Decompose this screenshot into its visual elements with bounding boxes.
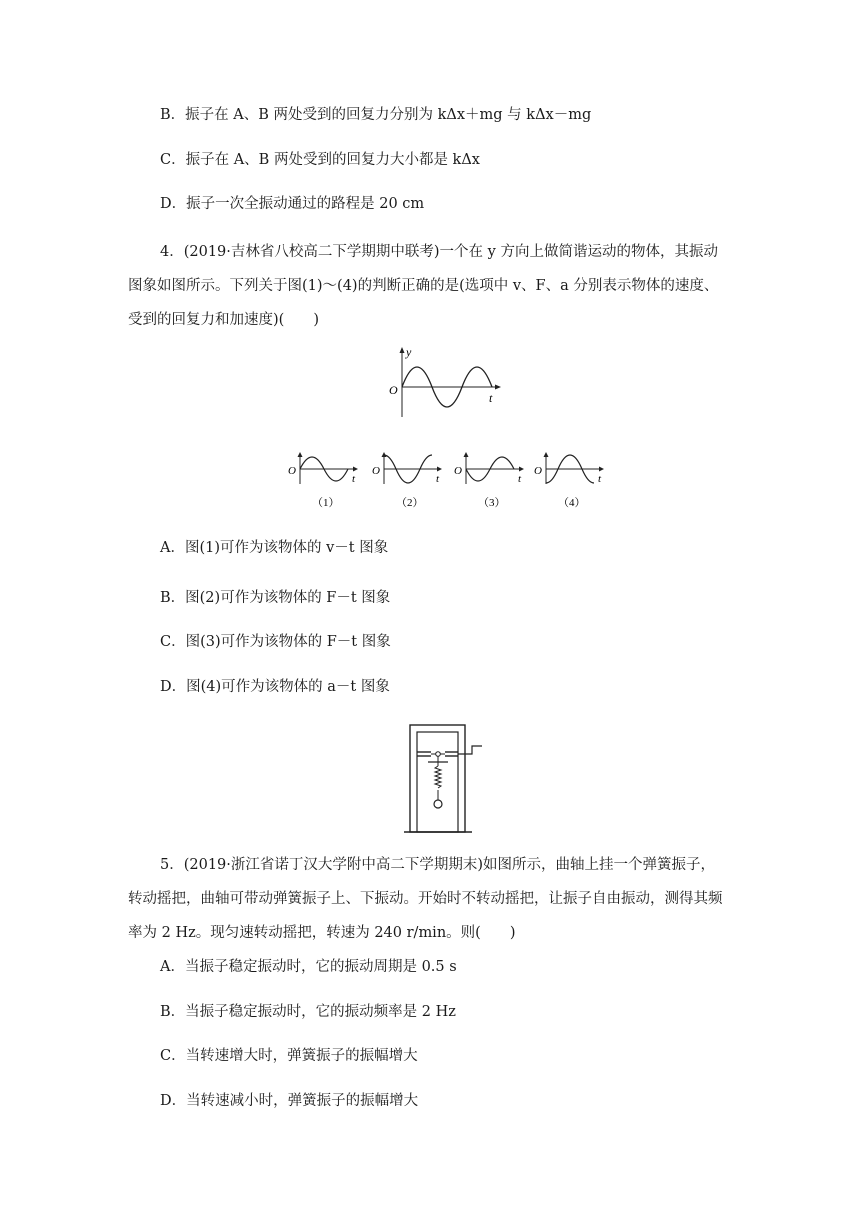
y-label: y [406,345,412,359]
y-axis-arrow [400,347,405,353]
t-label: t [489,391,493,405]
q4-sub-graph-2 [370,450,450,515]
crank-handle [458,746,482,754]
caption-2: （2） [396,497,424,509]
q4-option-d: D．图(4)可作为该物体的 a－t 图象 [160,679,390,695]
q5-option-c: C．当转速增大时，弹簧振子的振幅增大 [160,1048,418,1064]
q4-sub-graph-3 [452,450,532,515]
t-axis-arrow [495,385,501,390]
spring [435,766,441,788]
q4-main-graph [385,345,510,420]
svg-text:t: t [518,473,522,485]
svg-text:t: t [598,473,602,485]
svg-text:O: O [372,465,380,477]
outer-frame [410,725,465,832]
caption-4: （4） [558,497,586,509]
origin-label: O [389,383,398,397]
caption-3: （3） [478,497,506,509]
q4-option-a: A．图(1)可作为该物体的 v－t 图象 [160,540,389,556]
svg-text:O: O [454,465,462,477]
inner-frame [417,732,458,832]
q3-option-c: C．振子在 A、B 两处受到的回复力大小都是 kΔx [160,152,480,168]
q4-stem: 4．(2019·吉林省八校高二下学期期中联考)一个在 y 方向上做简谐运动的物体，其振动图象如图所示。下列关于图(1)～(4)的判断正确的是(选项中 v、F、a 分别表示物体的速度、受到的回复力和加速度)( ) [128,244,719,328]
q3-option-b: B．振子在 A、B 两处受到的回复力分别为 kΔx＋mg 与 kΔx－mg [160,107,592,123]
q5-stem: 5．(2019·浙江省诺丁汉大学附中高二下学期期末)如图所示，曲轴上挂一个弹簧振子，转动摇把，曲轴可带动弹簧振子上、下振动。开始时不转动摇把，让振子自由振动，测得其频率为 2 Hz。现匀速转动摇把，转速为 240 r/min。则( ) [128,857,723,941]
q4-option-c: C．图(3)可作为该物体的 F－t 图象 [160,634,391,650]
svg-text:O: O [534,465,542,477]
q3-option-d: D．振子一次全振动通过的路程是 20 cm [160,196,425,212]
crank-pin [436,752,441,757]
oscillator-mass [434,800,442,808]
q4-option-b: B．图(2)可作为该物体的 F－t 图象 [160,590,391,606]
svg-text:O: O [288,465,296,477]
q5-option-d: D．当转速减小时，弹簧振子的振幅增大 [160,1093,419,1109]
q5-option-b: B．当振子稳定振动时，它的振动频率是 2 Hz [160,1004,456,1020]
q4-sub-graph-1 [286,450,366,515]
caption-1: （1） [312,497,340,509]
q5-spring-crank-figure [400,722,490,837]
svg-text:t: t [352,473,356,485]
q5-option-a: A．当振子稳定振动时，它的振动周期是 0.5 s [160,959,457,975]
q4-sub-graph-4 [532,450,612,515]
svg-text:t: t [436,473,440,485]
